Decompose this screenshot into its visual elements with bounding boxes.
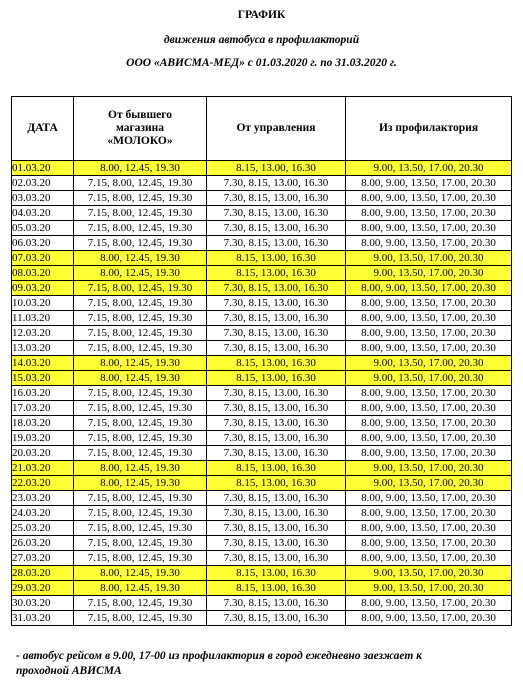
table-row xyxy=(12,176,512,191)
table-row xyxy=(12,401,512,416)
date-cell: 22.03.20 xyxy=(12,476,74,491)
sanatorium-times-cell: 9.00, 13.50, 17.00, 20.30 xyxy=(346,251,512,266)
date-cell: 09.03.20 xyxy=(12,281,74,296)
date-cell: 15.03.20 xyxy=(12,371,74,386)
table-row xyxy=(12,566,512,581)
shop-times-cell: 7.15, 8.00, 12.45, 19.30 xyxy=(74,446,207,461)
sanatorium-times-cell: 8.00, 9.00, 13.50, 17.00, 20.30 xyxy=(346,551,512,566)
date-cell: 30.03.20 xyxy=(12,596,74,611)
shop-times-cell: 7.15, 8.00, 12.45, 19.30 xyxy=(74,401,207,416)
sanatorium-times-cell: 8.00, 9.00, 13.50, 17.00, 20.30 xyxy=(346,281,512,296)
table-row xyxy=(12,206,512,221)
office-times-cell: 8.15, 13.00, 16.30 xyxy=(207,476,346,491)
office-times-cell: 7.30, 8.15, 13.00, 16.30 xyxy=(207,326,346,341)
sanatorium-times-cell: 8.00, 9.00, 13.50, 17.00, 20.30 xyxy=(346,221,512,236)
office-times-cell: 8.15, 13.00, 16.30 xyxy=(207,461,346,476)
sanatorium-times-cell: 8.00, 9.00, 13.50, 17.00, 20.30 xyxy=(346,521,512,536)
footnote xyxy=(16,649,516,679)
shop-times-cell: 7.15, 8.00, 12.45, 19.30 xyxy=(74,311,207,326)
shop-times-cell: 7.15, 8.00, 12.45, 19.30 xyxy=(74,236,207,251)
document-period: ООО «АВИСМА-МЕД» с 01.03.2020 г. по 31.03.2020 г. xyxy=(126,57,397,69)
sanatorium-times-cell: 8.00, 9.00, 13.50, 17.00, 20.30 xyxy=(346,386,512,401)
office-times-cell: 7.30, 8.15, 13.00, 16.30 xyxy=(207,236,346,251)
date-cell: 05.03.20 xyxy=(12,221,74,236)
shop-times-cell: 8.00, 12.45, 19.30 xyxy=(74,356,207,371)
shop-times-cell: 7.15, 8.00, 12.45, 19.30 xyxy=(74,521,207,536)
sanatorium-times-cell: 8.00, 9.00, 13.50, 17.00, 20.30 xyxy=(346,431,512,446)
shop-times-cell: 7.15, 8.00, 12.45, 19.30 xyxy=(74,416,207,431)
date-cell: 18.03.20 xyxy=(12,416,74,431)
date-cell: 04.03.20 xyxy=(12,206,74,221)
footnote-line: - автобус рейсом в 9.00, 17-00 из профилактория в город ежедневно заезжает к xyxy=(16,650,423,662)
sanatorium-times-cell: 9.00, 13.50, 17.00, 20.30 xyxy=(346,461,512,476)
sanatorium-times-cell: 9.00, 13.50, 17.00, 20.30 xyxy=(346,371,512,386)
table-row xyxy=(12,446,512,461)
sanatorium-times-cell: 8.00, 9.00, 13.50, 17.00, 20.30 xyxy=(346,311,512,326)
shop-times-cell: 7.15, 8.00, 12.45, 19.30 xyxy=(74,281,207,296)
table-row xyxy=(12,506,512,521)
shop-times-cell: 8.00, 12.45, 19.30 xyxy=(74,251,207,266)
table-row xyxy=(12,236,512,251)
date-cell: 31.03.20 xyxy=(12,611,74,626)
date-cell: 07.03.20 xyxy=(12,251,74,266)
sanatorium-times-cell: 8.00, 9.00, 13.50, 17.00, 20.30 xyxy=(346,326,512,341)
table-row xyxy=(12,266,512,281)
office-times-cell: 7.30, 8.15, 13.00, 16.30 xyxy=(207,191,346,206)
column-header-shop: От бывшего магазина «МОЛОКО» xyxy=(74,97,207,161)
sanatorium-times-cell: 8.00, 9.00, 13.50, 17.00, 20.30 xyxy=(346,191,512,206)
table-row xyxy=(12,551,512,566)
shop-times-cell: 7.15, 8.00, 12.45, 19.30 xyxy=(74,296,207,311)
office-times-cell: 7.30, 8.15, 13.00, 16.30 xyxy=(207,386,346,401)
office-times-cell: 7.30, 8.15, 13.00, 16.30 xyxy=(207,521,346,536)
shop-times-cell: 8.00, 12.45, 19.30 xyxy=(74,371,207,386)
office-times-cell: 8.15, 13.00, 16.30 xyxy=(207,356,346,371)
office-times-cell: 8.15, 13.00, 16.30 xyxy=(207,266,346,281)
table-row xyxy=(12,161,512,176)
shop-times-cell: 7.15, 8.00, 12.45, 19.30 xyxy=(74,431,207,446)
sanatorium-times-cell: 8.00, 9.00, 13.50, 17.00, 20.30 xyxy=(346,341,512,356)
date-cell: 24.03.20 xyxy=(12,506,74,521)
sanatorium-times-cell: 8.00, 9.00, 13.50, 17.00, 20.30 xyxy=(346,206,512,221)
shop-times-cell: 7.15, 8.00, 12.45, 19.30 xyxy=(74,491,207,506)
shop-times-cell: 7.15, 8.00, 12.45, 19.30 xyxy=(74,596,207,611)
shop-times-cell: 7.15, 8.00, 12.45, 19.30 xyxy=(74,326,207,341)
date-cell: 27.03.20 xyxy=(12,551,74,566)
table-row xyxy=(12,296,512,311)
sanatorium-times-cell: 8.00, 9.00, 13.50, 17.00, 20.30 xyxy=(346,491,512,506)
shop-times-cell: 8.00, 12.45, 19.30 xyxy=(74,461,207,476)
table-row xyxy=(12,476,512,491)
office-times-cell: 8.15, 13.00, 16.30 xyxy=(207,371,346,386)
shop-times-cell: 8.00, 12.45, 19.30 xyxy=(74,566,207,581)
date-cell: 28.03.20 xyxy=(12,566,74,581)
date-cell: 13.03.20 xyxy=(12,341,74,356)
table-row xyxy=(12,521,512,536)
date-cell: 17.03.20 xyxy=(12,401,74,416)
office-times-cell: 7.30, 8.15, 13.00, 16.30 xyxy=(207,176,346,191)
sanatorium-times-cell: 9.00, 13.50, 17.00, 20.30 xyxy=(346,476,512,491)
table-row xyxy=(12,461,512,476)
date-cell: 08.03.20 xyxy=(12,266,74,281)
shop-times-cell: 8.00, 12.45, 19.30 xyxy=(74,581,207,596)
table-row xyxy=(12,386,512,401)
sanatorium-times-cell: 8.00, 9.00, 13.50, 17.00, 20.30 xyxy=(346,401,512,416)
date-cell: 01.03.20 xyxy=(12,161,74,176)
office-times-cell: 7.30, 8.15, 13.00, 16.30 xyxy=(207,206,346,221)
office-times-cell: 7.30, 8.15, 13.00, 16.30 xyxy=(207,281,346,296)
office-times-cell: 8.15, 13.00, 16.30 xyxy=(207,566,346,581)
table-row xyxy=(12,341,512,356)
office-times-cell: 7.30, 8.15, 13.00, 16.30 xyxy=(207,311,346,326)
table-row xyxy=(12,191,512,206)
date-cell: 06.03.20 xyxy=(12,236,74,251)
table-row xyxy=(12,581,512,596)
date-cell: 03.03.20 xyxy=(12,191,74,206)
office-times-cell: 7.30, 8.15, 13.00, 16.30 xyxy=(207,341,346,356)
office-times-cell: 7.30, 8.15, 13.00, 16.30 xyxy=(207,491,346,506)
shop-times-cell: 7.15, 8.00, 12.45, 19.30 xyxy=(74,206,207,221)
column-header-office: От управления xyxy=(207,97,346,161)
table-row xyxy=(12,596,512,611)
office-times-cell: 8.15, 13.00, 16.30 xyxy=(207,581,346,596)
office-times-cell: 7.30, 8.15, 13.00, 16.30 xyxy=(207,536,346,551)
sanatorium-times-cell: 8.00, 9.00, 13.50, 17.00, 20.30 xyxy=(346,611,512,626)
office-times-cell: 8.15, 13.00, 16.30 xyxy=(207,161,346,176)
shop-times-cell: 8.00, 12.45, 19.30 xyxy=(74,266,207,281)
office-times-cell: 7.30, 8.15, 13.00, 16.30 xyxy=(207,221,346,236)
date-cell: 19.03.20 xyxy=(12,431,74,446)
shop-times-cell: 7.15, 8.00, 12.45, 19.30 xyxy=(74,551,207,566)
sanatorium-times-cell: 8.00, 9.00, 13.50, 17.00, 20.30 xyxy=(346,176,512,191)
office-times-cell: 7.30, 8.15, 13.00, 16.30 xyxy=(207,611,346,626)
office-times-cell: 7.30, 8.15, 13.00, 16.30 xyxy=(207,446,346,461)
table-row xyxy=(12,326,512,341)
footnote-line: проходной АВИСМА xyxy=(16,665,122,677)
date-cell: 12.03.20 xyxy=(12,326,74,341)
date-cell: 16.03.20 xyxy=(12,386,74,401)
table-row xyxy=(12,251,512,266)
table-header-row xyxy=(12,97,512,161)
sanatorium-times-cell: 8.00, 9.00, 13.50, 17.00, 20.30 xyxy=(346,236,512,251)
date-cell: 20.03.20 xyxy=(12,446,74,461)
shop-times-cell: 7.15, 8.00, 12.45, 19.30 xyxy=(74,191,207,206)
office-times-cell: 7.30, 8.15, 13.00, 16.30 xyxy=(207,431,346,446)
sanatorium-times-cell: 9.00, 13.50, 17.00, 20.30 xyxy=(346,566,512,581)
document-title: ГРАФИК xyxy=(237,9,286,21)
shop-times-cell: 7.15, 8.00, 12.45, 19.30 xyxy=(74,536,207,551)
sanatorium-times-cell: 8.00, 9.00, 13.50, 17.00, 20.30 xyxy=(346,416,512,431)
shop-times-cell: 7.15, 8.00, 12.45, 19.30 xyxy=(74,341,207,356)
sanatorium-times-cell: 9.00, 13.50, 17.00, 20.30 xyxy=(346,266,512,281)
table-row xyxy=(12,371,512,386)
sanatorium-times-cell: 9.00, 13.50, 17.00, 20.30 xyxy=(346,161,512,176)
document-subtitle: движения автобуса в профилакторий xyxy=(163,34,360,46)
shop-times-cell: 8.00, 12.45, 19.30 xyxy=(74,476,207,491)
office-times-cell: 7.30, 8.15, 13.00, 16.30 xyxy=(207,551,346,566)
sanatorium-times-cell: 9.00, 13.50, 17.00, 20.30 xyxy=(346,581,512,596)
date-cell: 25.03.20 xyxy=(12,521,74,536)
shop-times-cell: 7.15, 8.00, 12.45, 19.30 xyxy=(74,611,207,626)
date-cell: 23.03.20 xyxy=(12,491,74,506)
shop-times-cell: 7.15, 8.00, 12.45, 19.30 xyxy=(74,221,207,236)
table-row xyxy=(12,356,512,371)
date-cell: 11.03.20 xyxy=(12,311,74,326)
column-header-sanatorium: Из профилактория xyxy=(346,97,512,161)
sanatorium-times-cell: 8.00, 9.00, 13.50, 17.00, 20.30 xyxy=(346,506,512,521)
shop-times-cell: 8.00, 12.45, 19.30 xyxy=(74,161,207,176)
column-header-date: ДАТА xyxy=(12,97,74,161)
date-cell: 21.03.20 xyxy=(12,461,74,476)
sanatorium-times-cell: 9.00, 13.50, 17.00, 20.30 xyxy=(346,356,512,371)
table-row xyxy=(12,416,512,431)
schedule-table xyxy=(11,96,512,626)
table-row xyxy=(12,221,512,236)
sanatorium-times-cell: 8.00, 9.00, 13.50, 17.00, 20.30 xyxy=(346,446,512,461)
table-row xyxy=(12,536,512,551)
sanatorium-times-cell: 8.00, 9.00, 13.50, 17.00, 20.30 xyxy=(346,596,512,611)
shop-times-cell: 7.15, 8.00, 12.45, 19.30 xyxy=(74,176,207,191)
shop-times-cell: 7.15, 8.00, 12.45, 19.30 xyxy=(74,386,207,401)
sanatorium-times-cell: 8.00, 9.00, 13.50, 17.00, 20.30 xyxy=(346,296,512,311)
date-cell: 29.03.20 xyxy=(12,581,74,596)
table-row xyxy=(12,281,512,296)
table-row xyxy=(12,311,512,326)
office-times-cell: 7.30, 8.15, 13.00, 16.30 xyxy=(207,416,346,431)
date-cell: 10.03.20 xyxy=(12,296,74,311)
date-cell: 26.03.20 xyxy=(12,536,74,551)
table-row xyxy=(12,611,512,626)
table-row xyxy=(12,491,512,506)
office-times-cell: 7.30, 8.15, 13.00, 16.30 xyxy=(207,506,346,521)
shop-times-cell: 7.15, 8.00, 12.45, 19.30 xyxy=(74,506,207,521)
sanatorium-times-cell: 8.00, 9.00, 13.50, 17.00, 20.30 xyxy=(346,536,512,551)
table-row xyxy=(12,431,512,446)
office-times-cell: 7.30, 8.15, 13.00, 16.30 xyxy=(207,296,346,311)
office-times-cell: 8.15, 13.00, 16.30 xyxy=(207,251,346,266)
date-cell: 02.03.20 xyxy=(12,176,74,191)
office-times-cell: 7.30, 8.15, 13.00, 16.30 xyxy=(207,401,346,416)
office-times-cell: 7.30, 8.15, 13.00, 16.30 xyxy=(207,596,346,611)
date-cell: 14.03.20 xyxy=(12,356,74,371)
